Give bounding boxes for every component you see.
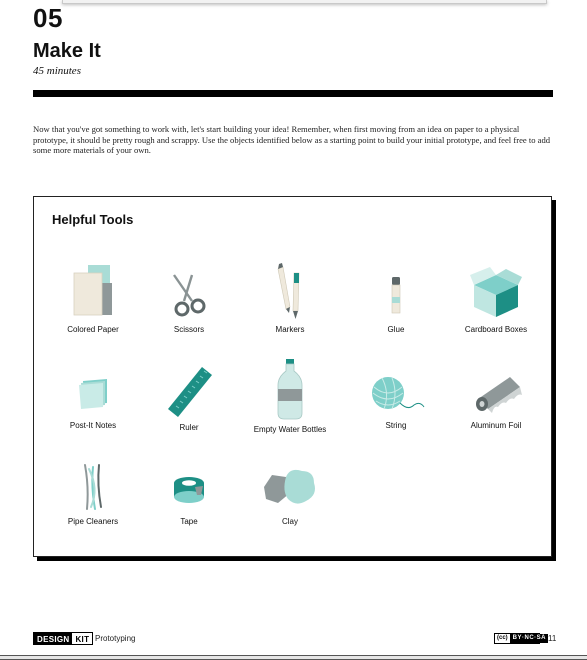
tool-label: Tape (180, 517, 198, 526)
tool-label: Empty Water Bottles (253, 425, 327, 434)
tool-scissors (134, 271, 244, 335)
markers-icon (270, 263, 310, 321)
section-number: 05 (33, 3, 63, 33)
cc-mark: (cc) (495, 634, 511, 643)
tool-label: Scissors (173, 325, 205, 334)
tool-label: Aluminum Foil (470, 421, 522, 430)
string-icon (366, 373, 426, 417)
pipe-cleaner-icon (73, 463, 113, 513)
tool-label: Markers (275, 325, 305, 334)
tool-label: String (385, 421, 407, 430)
tool-ruler (134, 363, 244, 433)
tool-label: Pipe Cleaners (67, 517, 119, 526)
clay-icon (260, 465, 320, 513)
page-number: 11 (548, 634, 557, 643)
tool-label: Cardboard Boxes (464, 325, 528, 334)
tool-cardboard-boxes (441, 263, 551, 335)
scissors-icon (166, 271, 212, 321)
tool-label: Post-It Notes (69, 421, 117, 430)
tool-clay (235, 465, 345, 527)
tool-label: Glue (387, 325, 405, 334)
tool-tape (134, 473, 244, 527)
overlapping-window-edge (62, 0, 547, 4)
design-kit-logo (33, 632, 93, 645)
cardboard-box-icon (468, 263, 524, 321)
creative-commons-badge (494, 633, 547, 644)
post-it-icon (73, 373, 113, 417)
tool-empty-water-bottles (235, 357, 345, 435)
next-page-edge (0, 655, 587, 660)
footer-section-name: Prototyping (95, 634, 136, 643)
logo-part-kit: KIT (72, 633, 92, 644)
tool-label: Colored Paper (67, 325, 119, 334)
tool-colored-paper (38, 263, 148, 335)
tool-label: Ruler (179, 423, 199, 432)
duration-label: 45 minutes (33, 65, 81, 77)
intro-paragraph: Now that you've got something to work with, let's start building your idea! Remember, when first moving from an idea on paper to a physical prototype, it should be pretty rough and scrappy. Use the objects identified below as a starting point to build your initial prototype, and feel free to add some more materials of your own. (33, 124, 551, 155)
tool-label: Clay (281, 517, 298, 526)
glue-icon (381, 271, 411, 321)
logo-part-design: DESIGN (34, 633, 72, 644)
tool-aluminum-foil (441, 373, 551, 431)
page-title: Make It (33, 40, 101, 62)
aluminum-foil-icon (466, 373, 526, 417)
tool-string (341, 373, 451, 431)
tool-markers (235, 263, 345, 335)
tape-icon (167, 473, 211, 513)
tool-glue (341, 271, 451, 335)
ruler-icon (162, 363, 216, 419)
tool-pipe-cleaners (38, 463, 148, 527)
tool-post-it-notes (38, 373, 148, 431)
title-divider (33, 90, 553, 97)
colored-paper-icon (68, 263, 118, 321)
license-terms: BY·NC·SA (512, 635, 547, 641)
helpful-tools-panel (33, 196, 552, 557)
water-bottle-icon (272, 357, 308, 421)
tools-heading: Helpful Tools (52, 212, 134, 227)
